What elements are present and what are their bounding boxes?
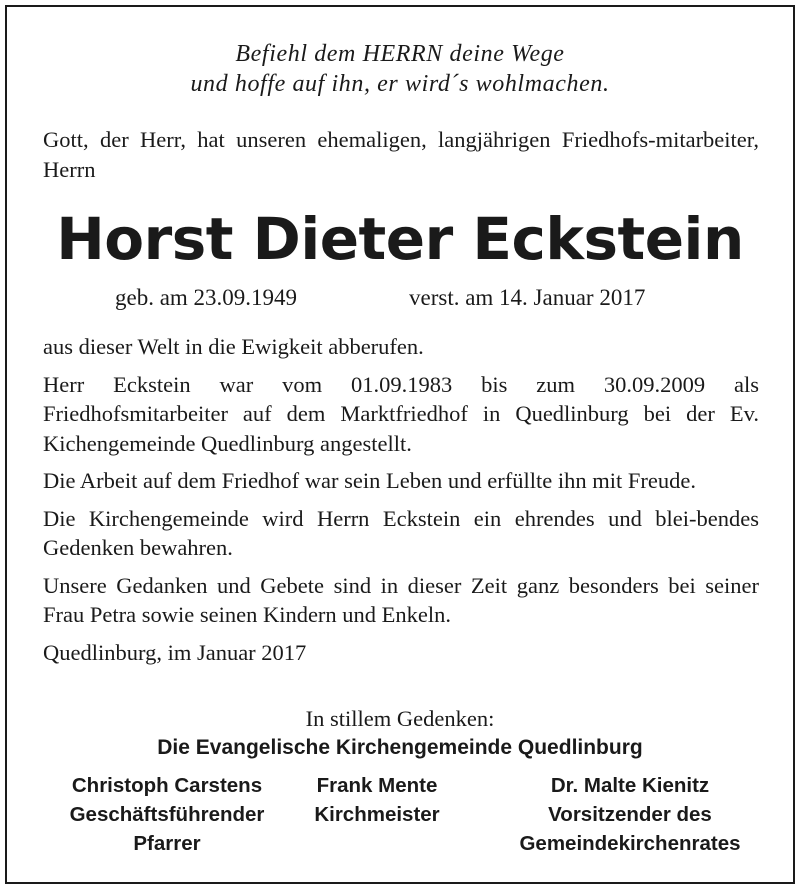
organization-name: Die Evangelische Kirchengemeinde Quedlinburg [157, 736, 643, 759]
bible-verse [7, 39, 793, 99]
signatory-name: Frank Mente [316, 774, 438, 797]
signatory-kienitz [495, 771, 765, 858]
obituary-body [43, 332, 759, 667]
signatory-role: Geschäftsführender [69, 803, 265, 826]
place-date: Quedlinburg, im Januar 2017 [43, 639, 307, 665]
obituary-notice [5, 5, 795, 884]
bible-verse-line-2: und hoffe auf ihn, er wird´s wohlmachen. [190, 71, 610, 97]
signatory-name: Dr. Malte Kienitz [550, 774, 710, 797]
paragraph: Die Kirchengemeinde wird Herrn Eckstein ein ehrendes und blei-bendes Gedenken bewahren. [43, 505, 759, 560]
signatory-role: Gemeindekirchenrates [519, 832, 741, 855]
signatory-role: Vorsitzender des [548, 803, 712, 826]
paragraph: Die Arbeit auf dem Friedhof war sein Leben und erfüllte ihn mit Freude. [43, 468, 696, 493]
deceased-name: Horst Dieter Eckstein [56, 205, 744, 273]
signatory-carstens [47, 771, 287, 858]
signatory-role: Pfarrer [133, 832, 201, 855]
signatory-name: Christoph Carstens [71, 774, 263, 797]
intro-text: Gott, der Herr, hat unseren ehemaligen, langjährigen Friedhofs-mitarbeiter, Herrn [43, 127, 759, 182]
signatory-role: Kirchmeister [314, 803, 440, 826]
in-memory-line: In stillem Gedenken: [305, 706, 495, 731]
signatory-mente [287, 771, 467, 829]
paragraph: Unsere Gedanken und Gebete sind in dieser Zeit ganz besonders bei seiner Frau Petra sowie seinen Kindern und Enkeln. [43, 572, 759, 627]
paragraph: aus dieser Welt in die Ewigkeit abberufen. [43, 334, 424, 359]
birth-date: geb. am 23.09.1949 [115, 285, 298, 310]
death-date: verst. am 14. Januar 2017 [409, 285, 646, 310]
paragraph: Herr Eckstein war vom 01.09.1983 bis zum 30.09.2009 als Friedhofsmitarbeiter auf dem Marktfriedhof in Quedlinburg bei der Ev. Kichengemeinde Quedlinburg angestellt. [43, 371, 759, 456]
bible-verse-line-1: Befiehl dem HERRN deine Wege [235, 41, 565, 67]
